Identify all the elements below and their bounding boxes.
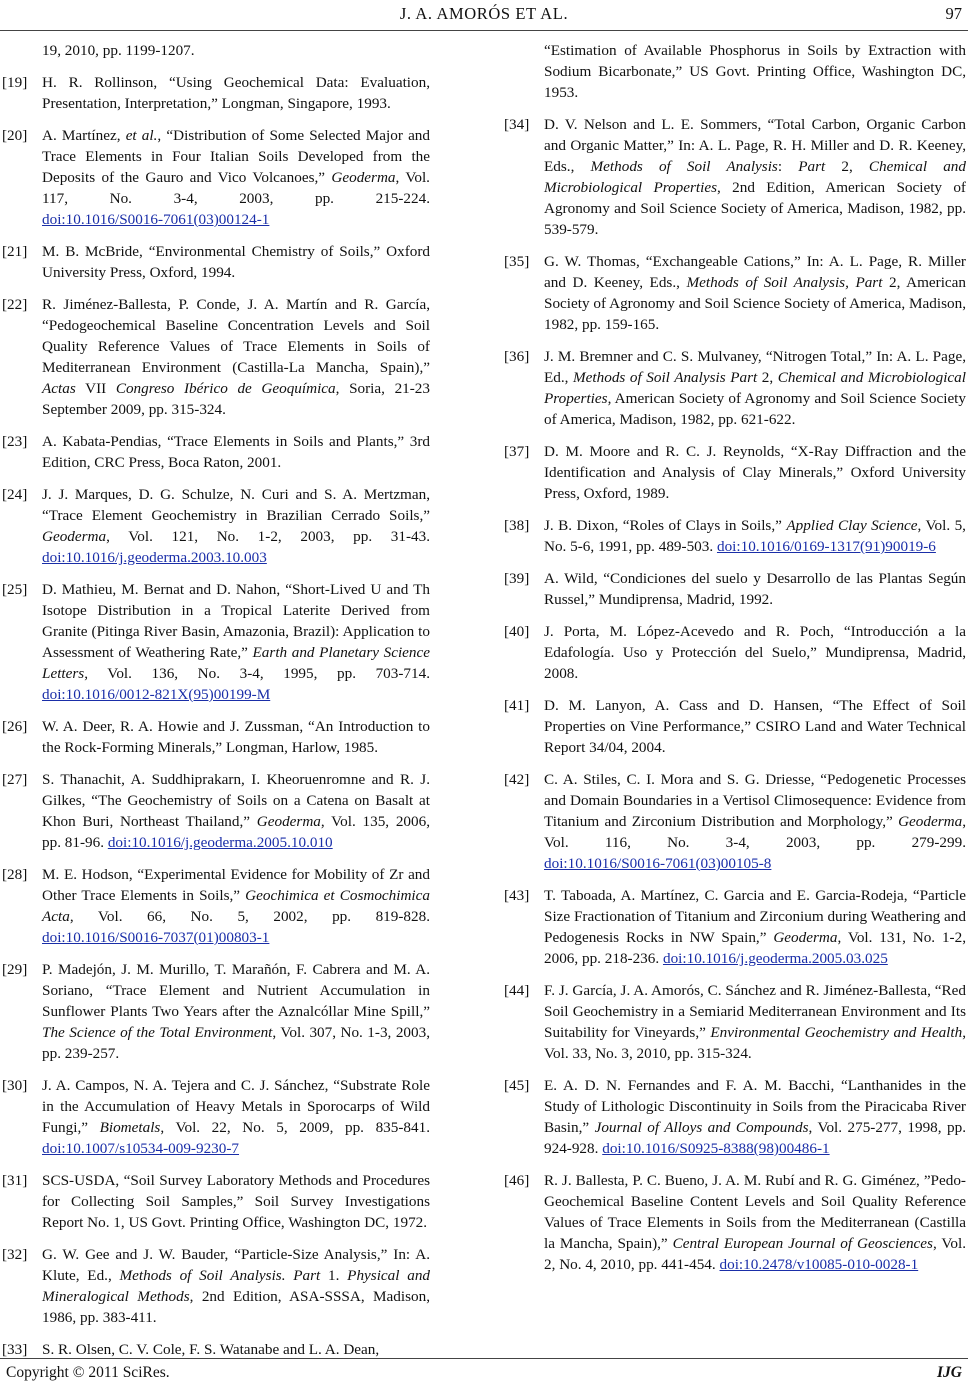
doi-link[interactable]: doi:10.1016/S0016-7061(03)00105-8 bbox=[544, 855, 772, 872]
reference-number: [41] bbox=[504, 697, 530, 714]
footer-rule bbox=[0, 1358, 968, 1359]
reference-text: A. Martínez, et al., “Distribution of Some Selected Major and Trace Elements in Four Italian Soils Developed from the Deposits of the Gauro and Vico Volcanoes,” Geoderma, Vol. 117, No. 3-4, 2003, pp. 215-224. doi:10.1016/S0016-7061(03)00124-1 bbox=[42, 127, 430, 228]
reference-number: [30] bbox=[2, 1077, 28, 1094]
reference-text: E. A. D. N. Fernandes and F. A. M. Bacchi, “Lanthanides in the Study of Lithologic Discontinuity in Soils from the Piracicaba River Basin,” Journal of Alloys and Compounds, Vol. 275-277, 1998, pp. 924-928. doi:10.1016/S0925-8388(98)00486-1 bbox=[544, 1077, 966, 1157]
reference-number: [34] bbox=[504, 116, 530, 133]
reference-number: [19] bbox=[2, 74, 28, 91]
reference-20 bbox=[0, 125, 430, 230]
copyright-notice: Copyright © 2011 SciRes. bbox=[6, 1364, 170, 1381]
reference-40 bbox=[502, 621, 966, 684]
reference-27 bbox=[0, 769, 430, 853]
reference-text: G. W. Thomas, “Exchangeable Cations,” In: A. L. Page, R. Miller and D. Keeney, Eds., Methods of Soil Analysis, Part 2, American Society of Agronomy and Soil Science Society of America, Madison, 1982, pp. 159-165. bbox=[544, 253, 966, 333]
reference-23 bbox=[0, 431, 430, 473]
reference-37 bbox=[502, 441, 966, 504]
reference-number: [42] bbox=[504, 771, 530, 788]
reference-42 bbox=[502, 769, 966, 874]
reference-35 bbox=[502, 251, 966, 335]
header-rule bbox=[0, 30, 968, 31]
journal-abbreviation: IJG bbox=[937, 1364, 962, 1381]
reference-text: D. Mathieu, M. Bernat and D. Nahon, “Short-Lived U and Th Isotope Distribution in a Tropical Laterite Derived from Granite (Pitinga River Basin, Amazonia, Brazil): Application to Assessment of Weathering Rate,” Earth and Planetary Science Letters, Vol. 136, No. 3-4, 1995, pp. 703-714. doi:10.1016/0012-821X(95)00199-M bbox=[42, 581, 430, 703]
reference-46 bbox=[502, 1170, 966, 1275]
reference-text: P. Madejón, J. M. Murillo, T. Marañón, F. Cabrera and M. A. Soriano, “Trace Element and Nutrient Accumulation in Sunflower Plants Two Years after the Aznalcóllar Mine Spill,” The Science of the Total Environment, Vol. 307, No. 1-3, 2003, pp. 239-257. bbox=[42, 961, 430, 1062]
reference-29 bbox=[0, 959, 430, 1064]
reference-number: [33] bbox=[2, 1341, 28, 1358]
reference-41 bbox=[502, 695, 966, 758]
reference-text: J. J. Marques, D. G. Schulze, N. Curi and S. A. Mertzman, “Trace Element Geochemistry in Brazilian Cerrado Soils,” Geoderma, Vol. 121, No. 1-2, 2003, pp. 31-43. doi:10.1016/j.geoderma.2003.10.003 bbox=[42, 486, 430, 566]
reference-38 bbox=[502, 515, 966, 557]
reference-number: [43] bbox=[504, 887, 530, 904]
reference-number: [38] bbox=[504, 517, 530, 534]
reference-column-left bbox=[0, 40, 430, 1371]
reference-number: [23] bbox=[2, 433, 28, 450]
doi-link[interactable]: doi:10.1016/S0016-7037(01)00803-1 bbox=[42, 929, 270, 946]
running-head: J. A. AMORÓS ET AL. bbox=[399, 4, 569, 23]
reference-text: R. J. Ballesta, P. C. Bueno, J. A. M. Rubí and R. G. Giménez, ”Pedo-Geochemical Baseline Content Levels and Soil Quality Reference Values of Trace Elements in Soils from the Mediterranean (Castilla la Mancha, Spain),” Central European Journal of Geosciences, Vol. 2, No. 4, 2010, pp. 441-454. doi:10.2478/v10085-010-0028-1 bbox=[544, 1172, 966, 1273]
reference-45 bbox=[502, 1075, 966, 1159]
reference-number: [45] bbox=[504, 1077, 530, 1094]
reference-39 bbox=[502, 568, 966, 610]
reference-number: [21] bbox=[2, 243, 28, 260]
reference-number: [39] bbox=[504, 570, 530, 587]
reference-31 bbox=[0, 1170, 430, 1233]
reference-number: [35] bbox=[504, 253, 530, 270]
reference-34 bbox=[502, 114, 966, 240]
reference-text: S. R. Olsen, C. V. Cole, F. S. Watanabe and L. A. Dean, bbox=[42, 1341, 380, 1358]
reference-text: A. Kabata-Pendias, “Trace Elements in Soils and Plants,” 3rd Edition, CRC Press, Boca Raton, 2001. bbox=[42, 433, 430, 471]
reference-number: [20] bbox=[2, 127, 28, 144]
reference-25 bbox=[0, 579, 430, 705]
reference-number: [22] bbox=[2, 296, 28, 313]
page-header bbox=[0, 2, 968, 28]
reference-36 bbox=[502, 346, 966, 430]
doi-link[interactable]: doi:10.1016/j.geoderma.2003.10.003 bbox=[42, 549, 267, 566]
doi-link[interactable]: doi:10.1016/j.geoderma.2005.03.025 bbox=[662, 950, 888, 967]
reference-24 bbox=[0, 484, 430, 568]
doi-link[interactable]: doi:10.1016/0169-1317(91)90019-6 bbox=[716, 538, 936, 555]
doi-link[interactable]: doi:10.1016/S0925-8388(98)00486-1 bbox=[602, 1140, 830, 1157]
doi-link[interactable]: doi:10.1016/S0016-7061(03)00124-1 bbox=[42, 211, 270, 228]
reference-text: M. E. Hodson, “Experimental Evidence for Mobility of Zr and Other Trace Elements in Soils,” Geochimica et Cosmochimica Acta, Vol. 66, No. 5, 2002, pp. 819-828. doi:10.1016/S0016-7037(01)00803-1 bbox=[42, 866, 430, 946]
reference-number: [40] bbox=[504, 623, 530, 640]
reference-text: A. Wild, “Condiciones del suelo y Desarrollo de las Plantas Según Russel,” Mundiprensa, Madrid, 1992. bbox=[544, 570, 966, 608]
reference-number: [36] bbox=[504, 348, 530, 365]
reference-text: W. A. Deer, R. A. Howie and J. Zussman, “An Introduction to the Rock-Forming Minerals,” Longman, Harlow, 1985. bbox=[42, 718, 430, 756]
reference-text: F. J. García, J. A. Amorós, C. Sánchez and R. Jiménez-Ballesta, “Red Soil Geochemistry in a Semiarid Mediterranean Environment and Its Suitability for Vineyards,” Environmental Geochemistry and Health, Vol. 33, No. 3, 2010, pp. 315-324. bbox=[544, 982, 967, 1062]
reference-22 bbox=[0, 294, 430, 420]
reference-44 bbox=[502, 980, 966, 1064]
reference-number: [37] bbox=[504, 443, 530, 460]
reference-text: T. Taboada, A. Martínez, C. Garcia and E. Garcia-Rodeja, “Particle Size Fractionation of Titanium and Zirconium during Weathering and Pedogenesis Rocks in NW Spain,” Geoderma, Vol. 131, No. 1-2, 2006, pp. 218-236. doi:10.1016/j.geoderma.2005.03.025 bbox=[544, 887, 966, 967]
reference-number: [25] bbox=[2, 581, 28, 598]
reference-30 bbox=[0, 1075, 430, 1159]
reference-text: SCS-USDA, “Soil Survey Laboratory Methods and Procedures for Collecting Soil Samples,” Soil Survey Investigations Report No. 1, US Govt. Printing Office, Washington DC, 1972. bbox=[42, 1172, 430, 1231]
reference-33 bbox=[0, 1339, 430, 1360]
reference-number: [26] bbox=[2, 718, 28, 735]
reference-43 bbox=[502, 885, 966, 969]
reference-text: J. M. Bremner and C. S. Mulvaney, “Nitrogen Total,” In: A. L. Page, Ed., Methods of Soil Analysis Part 2, Chemical and Microbiological Properties, American Society of Agronomy and Soil Science Society of America, Madison, 1982, pp. 621-622. bbox=[544, 348, 966, 428]
doi-link[interactable]: doi:10.1007/s10534-009-9230-7 bbox=[42, 1140, 240, 1157]
page-number: 97 bbox=[945, 4, 962, 23]
reference-21 bbox=[0, 241, 430, 283]
reference-19 bbox=[0, 72, 430, 114]
reference-28 bbox=[0, 864, 430, 948]
reference-32 bbox=[0, 1244, 430, 1328]
reference-column-right bbox=[502, 40, 966, 1286]
reference-text: C. A. Stiles, C. I. Mora and S. G. Driesse, “Pedogenetic Processes and Domain Boundaries in a Vertisol Climosequence: Evidence from Titanium and Zirconium Distribution and Morphology,” Geoderma, Vol. 116, No. 3-4, 2003, pp. 279-299. doi:10.1016/S0016-7061(03)00105-8 bbox=[544, 771, 966, 872]
reference-text: G. W. Gee and J. W. Bauder, “Particle-Size Analysis,” In: A. Klute, Ed., Methods of Soil Analysis. Part 1. Physical and Mineralogical Methods, 2nd Edition, ASA-SSSA, Madison, 1986, pp. 383-411. bbox=[42, 1246, 431, 1326]
reference-number: [29] bbox=[2, 961, 28, 978]
page-footer bbox=[0, 1364, 968, 1386]
reference-text: D. M. Lanyon, A. Cass and D. Hansen, “The Effect of Soil Properties on Vine Performance,” CSIRO Land and Water Technical Report 34/04, 2004. bbox=[544, 697, 966, 756]
reference-text: M. B. McBride, “Environmental Chemistry of Soils,” Oxford University Press, Oxford, 1994. bbox=[42, 243, 430, 281]
reference-26 bbox=[0, 716, 430, 758]
reference-text: H. R. Rollinson, “Using Geochemical Data: Evaluation, Presentation, Interpretation,” Longman, Singapore, 1993. bbox=[42, 74, 430, 112]
reference-number: [32] bbox=[2, 1246, 28, 1263]
reference-continuation: “Estimation of Available Phosphorus in Soils by Extraction with Sodium Bicarbonate,” US Govt. Printing Office, Washington DC, 1953. bbox=[544, 42, 966, 101]
reference-continuation: 19, 2010, pp. 1199-1207. bbox=[42, 42, 195, 59]
reference-text: J. A. Campos, N. A. Tejera and C. J. Sánchez, “Substrate Role in the Accumulation of Heavy Metals in Sporocarps of Wild Fungi,” Biometals, Vol. 22, No. 5, 2009, pp. 835-841. doi:10.1007/s10534-009-9230-7 bbox=[42, 1077, 430, 1157]
reference-number: [31] bbox=[2, 1172, 28, 1189]
doi-link[interactable]: doi:10.1016/0012-821X(95)00199-M bbox=[42, 686, 271, 703]
reference-number: [44] bbox=[504, 982, 530, 999]
reference-text: D. V. Nelson and L. E. Sommers, “Total Carbon, Organic Carbon and Organic Matter,” In: A. L. Page, R. H. Miller and D. R. Keeney, Eds., Methods of Soil Analysis: Part 2, Chemical and Microbiological Properties, 2nd Edition, American Society of Agronomy and Soil Science Society of America, Madison, 1982, pp. 539-579. bbox=[544, 116, 966, 238]
reference-text: R. Jiménez-Ballesta, P. Conde, J. A. Martín and R. García, “Pedogeochemical Baseline Concentration Levels and Soil Quality Reference Values of Trace Elements in Soils of Mediterranean Environment (Castilla-La Mancha, Spain),” Actas VII Congreso Ibérico de Geoquímica, Soria, 21-23 September 2009, pp. 315-324. bbox=[42, 296, 430, 418]
reference-number: [24] bbox=[2, 486, 28, 503]
doi-link[interactable]: doi:10.2478/v10085-010-0028-1 bbox=[719, 1256, 919, 1273]
reference-number: [28] bbox=[2, 866, 28, 883]
doi-link[interactable]: doi:10.1016/j.geoderma.2005.10.010 bbox=[107, 834, 333, 851]
reference-text: S. Thanachit, A. Suddhiprakarn, I. Kheoruenromne and R. J. Gilkes, “The Geochemistry of Soils on a Catena on Basalt at Khon Buri, Northeast Thailand,” Geoderma, Vol. 135, 2006, pp. 81-96. doi:10.1016/j.geoderma.2005.10.010 bbox=[42, 771, 430, 851]
reference-number: [27] bbox=[2, 771, 28, 788]
reference-text: D. M. Moore and R. C. J. Reynolds, “X-Ray Diffraction and the Identification and Analysis of Clay Minerals,” Oxford University Press, Oxford, 1989. bbox=[544, 443, 966, 502]
reference-text: J. Porta, M. López-Acevedo and R. Poch, “Introducción a la Edafología. Uso y Protección del Suelo,” Mundiprensa, Madrid, 2008. bbox=[544, 623, 966, 682]
reference-text: J. B. Dixon, “Roles of Clays in Soils,” Applied Clay Science, Vol. 5, No. 5-6, 1991, pp. 489-503. doi:10.1016/0169-1317(91)90019-6 bbox=[544, 517, 966, 555]
reference-number: [46] bbox=[504, 1172, 530, 1189]
